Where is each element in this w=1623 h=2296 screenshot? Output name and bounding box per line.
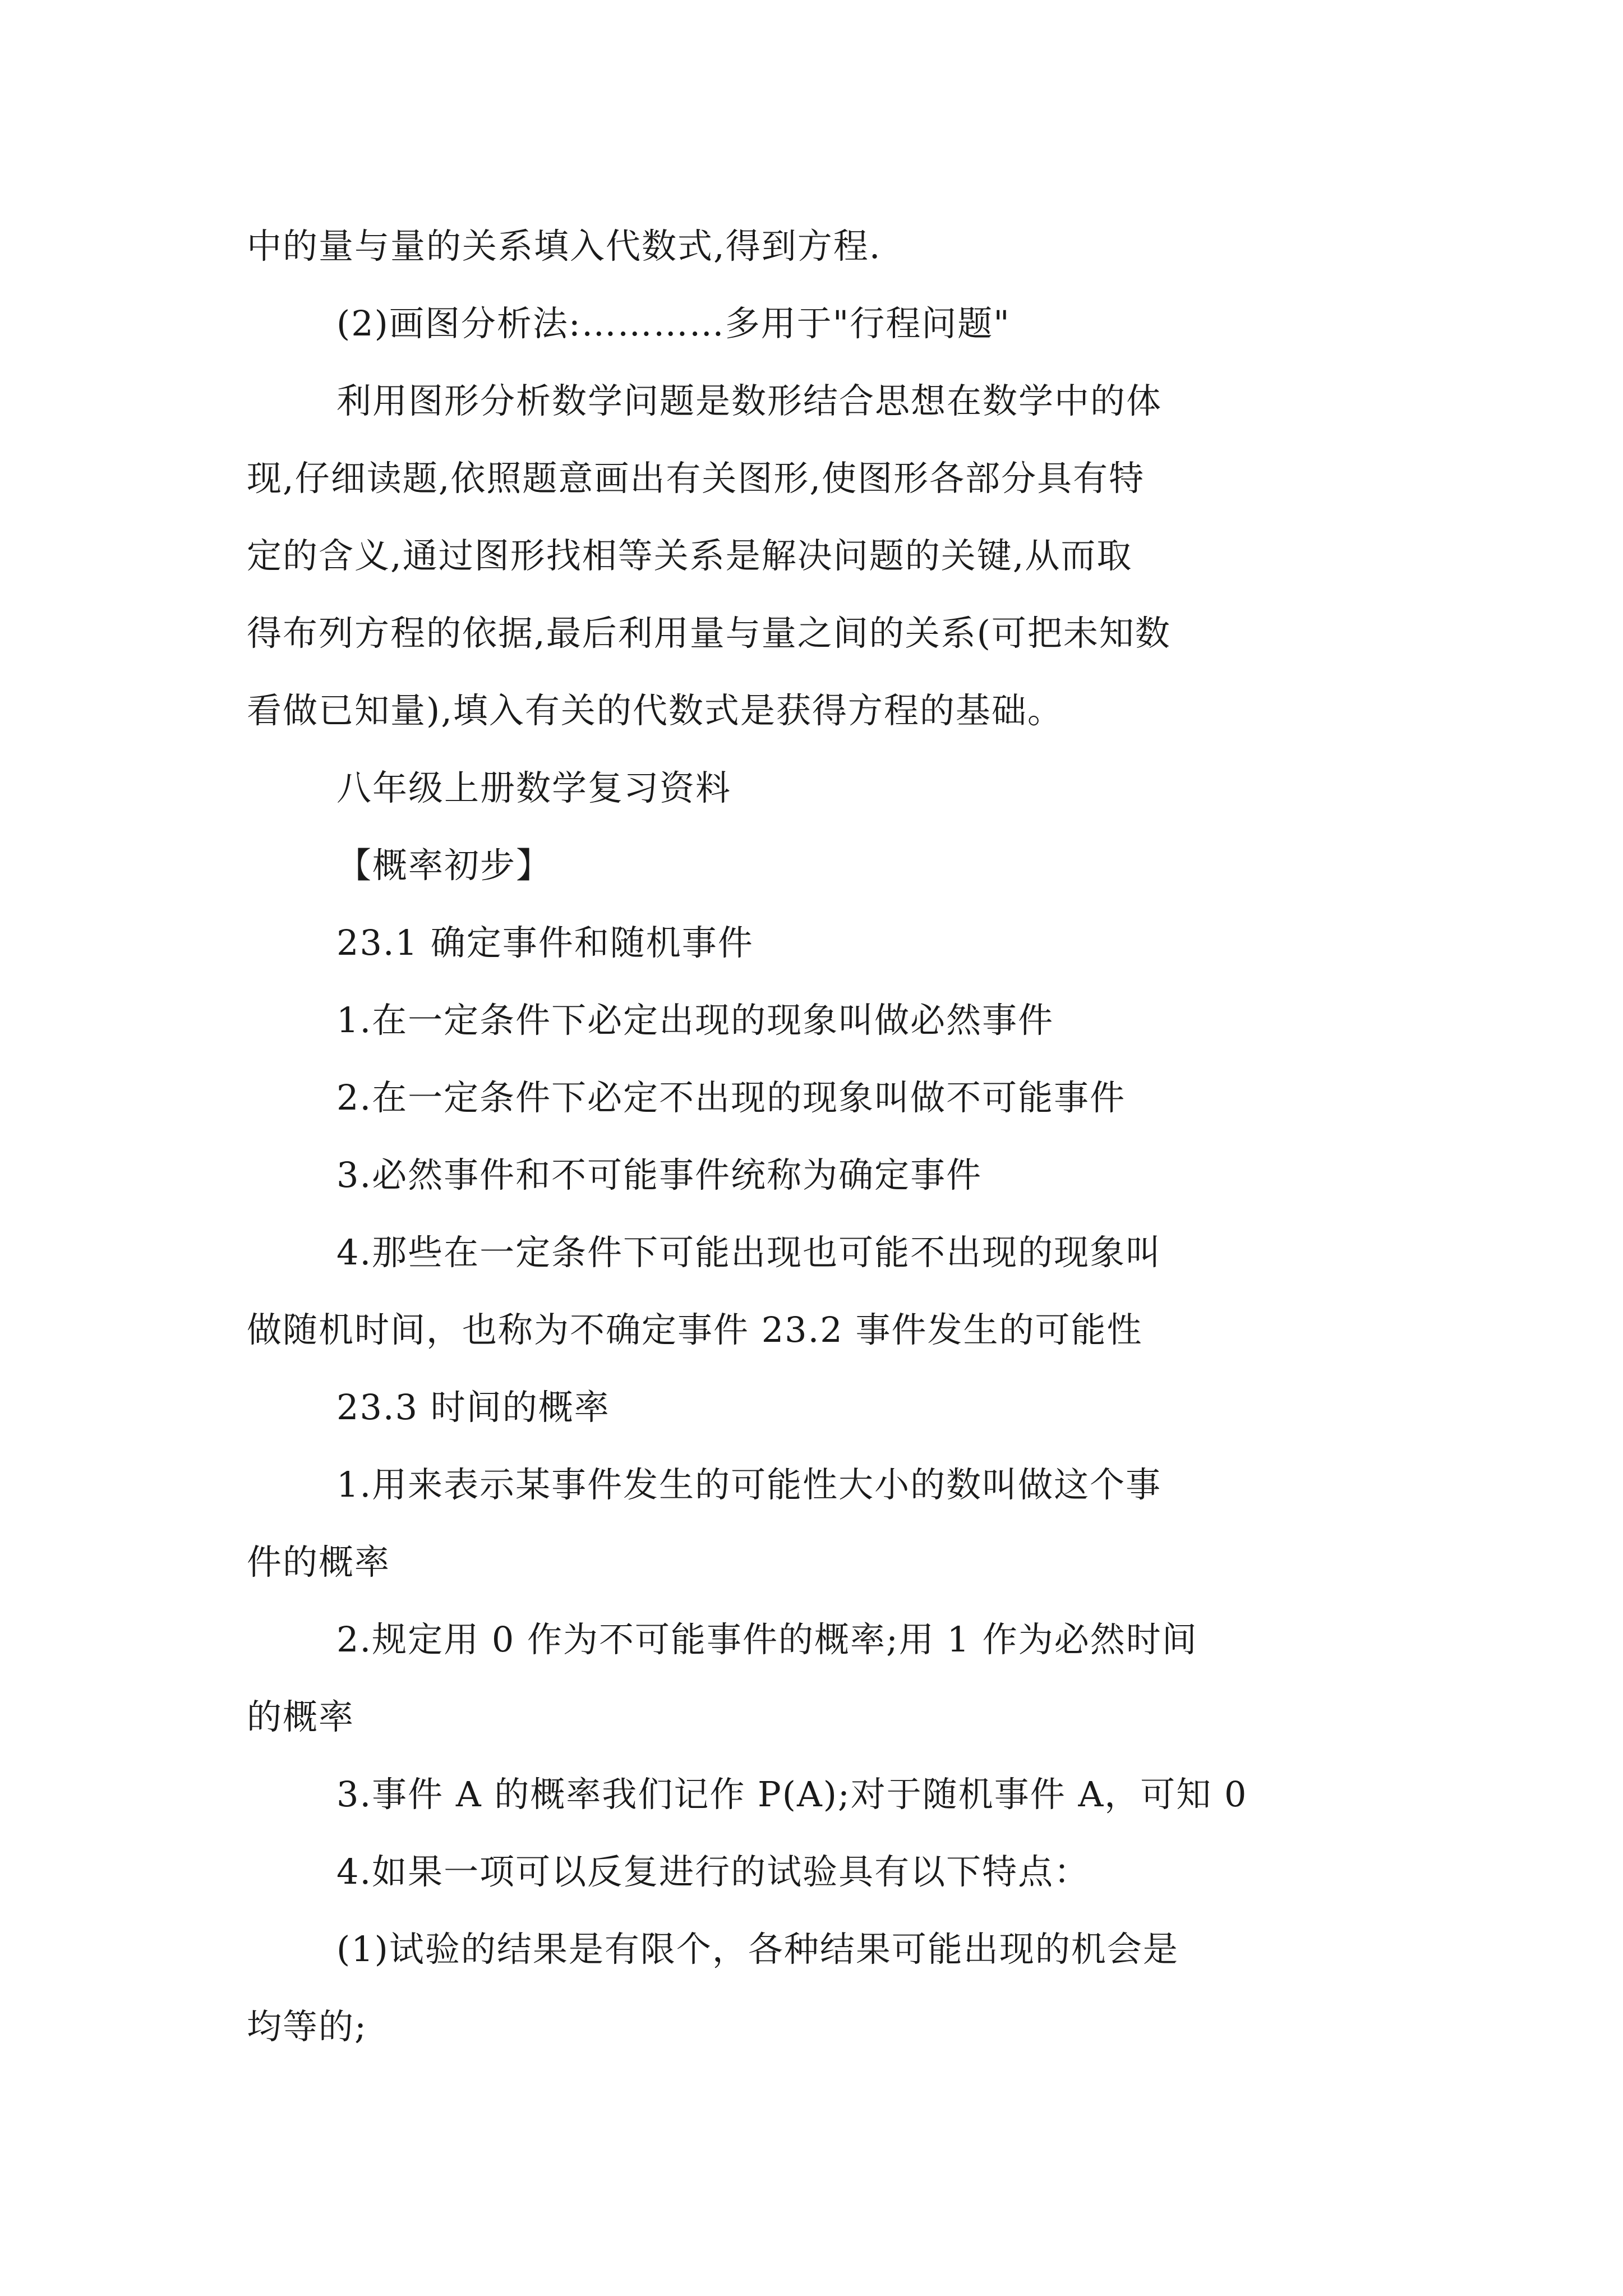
text-line: 23.1 确定事件和随机事件	[336, 922, 754, 963]
text-line: (2)画图分析法:…………多用于"行程问题"	[336, 303, 1011, 344]
document-body	[247, 208, 1385, 2065]
text-line: 1.用来表示某事件发生的可能性大小的数叫做这个事	[336, 1464, 1162, 1505]
text-line: 3.必然事件和不可能事件统称为确定事件	[336, 1154, 983, 1195]
text-line: 3.事件 A 的概率我们记作 P(A);对于随机事件 A，可知 0	[336, 1774, 1248, 1815]
text-line: 定的含义,通过图形找相等关系是解决问题的关键,从而取	[247, 535, 1133, 576]
text-line: 1.在一定条件下必定出现的现象叫做必然事件	[336, 1000, 1054, 1041]
text-line: 得布列方程的依据,最后利用量与量之间的关系(可把未知数	[247, 613, 1171, 654]
text-line: 2.规定用 0 作为不可能事件的概率;用 1 作为必然时间	[336, 1619, 1198, 1660]
text-line: 均等的;	[247, 2006, 367, 2047]
text-line: 23.3 时间的概率	[336, 1387, 610, 1428]
text-line: 看做已知量),填入有关的代数式是获得方程的基础。	[247, 690, 1063, 731]
text-line: 【概率初步】	[336, 845, 552, 886]
text-line: (1)试验的结果是有限个，各种结果可能出现的机会是	[336, 1929, 1179, 1970]
text-line: 件的概率	[247, 1542, 391, 1582]
text-line: 2.在一定条件下必定不出现的现象叫做不可能事件	[336, 1077, 1126, 1118]
text-line: 现,仔细读题,依照题意画出有关图形,使图形各部分具有特	[247, 458, 1145, 499]
text-line: 利用图形分析数学问题是数形结合思想在数学中的体	[336, 380, 1163, 421]
text-line: 的概率	[247, 1696, 355, 1737]
text-line: 中的量与量的关系填入代数式,得到方程.	[247, 226, 882, 266]
text-line: 八年级上册数学复习资料	[336, 767, 732, 808]
text-line: 4.如果一项可以反复进行的试验具有以下特点：	[336, 1851, 1090, 1892]
text-line: 4.那些在一定条件下可能出现也可能不出现的现象叫	[336, 1232, 1162, 1273]
text-line: 做随机时间，也称为不确定事件 23.2 事件发生的可能性	[247, 1309, 1143, 1350]
